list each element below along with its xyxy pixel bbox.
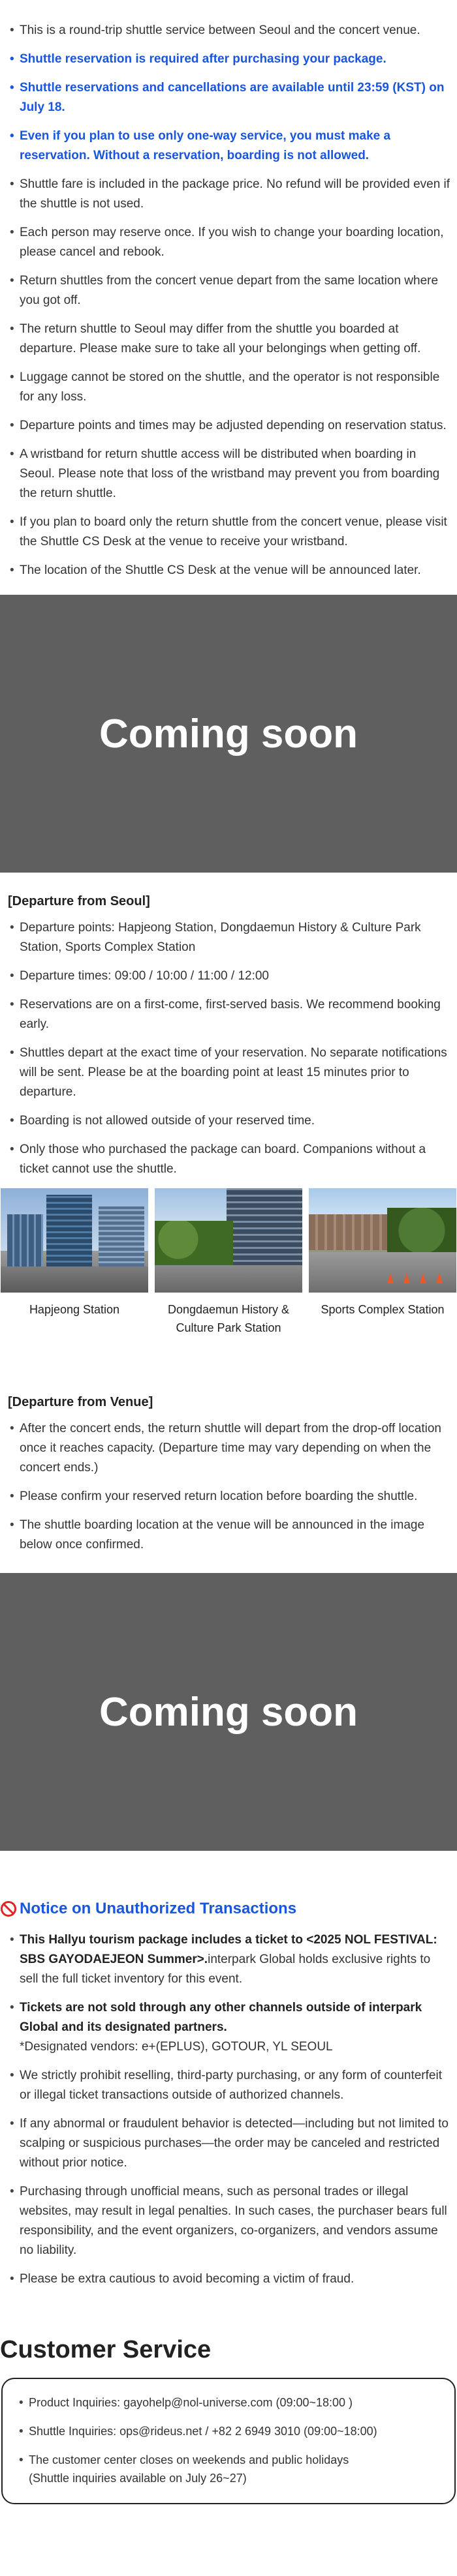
sports-complex-station-photo	[309, 1188, 456, 1293]
coming-soon-placeholder: Coming soon	[0, 1573, 457, 1851]
seoul-departure-list	[7, 918, 450, 1179]
notice-item-strong: This Hallyu tourism package includes a ticket to <2025 NOL FESTIVAL: SBS GAYODAEJEON Summer>.	[20, 1933, 437, 1966]
note-item: • If you plan to board only the return shuttle from the concert venue, please visit the Shuttle CS Desk at the venue to receive your wristband.	[7, 513, 450, 552]
customer-service-section	[0, 2335, 457, 2504]
seoul-item: • Shuttles depart at the exact time of your reservation. No separate notifications will be sent. Please be at the boarding point at least 15 minutes prior to departure.	[7, 1043, 450, 1102]
note-item: • The location of the Shuttle CS Desk at the venue will be announced later.	[7, 561, 450, 580]
cs-item: • The customer center closes on weekends and public holidays (Shuttle inquiries available on July 26~27)	[16, 2451, 441, 2487]
customer-service-list	[16, 2393, 441, 2487]
seoul-item: • Only those who purchased the package can board. Companions without a ticket cannot use the shuttle.	[7, 1140, 450, 1179]
seoul-item: • Boarding is not allowed outside of your reserved time.	[7, 1111, 450, 1131]
notice-item-text: Please be extra cautious to avoid becoming a victim of fraud.	[20, 2272, 355, 2286]
notice-item	[7, 1930, 450, 1989]
notice-item-strong: Tickets are not sold through any other channels outside of interpark Global and its designated partners.	[20, 2001, 422, 2034]
note-item: • The return shuttle to Seoul may differ from the shuttle you boarded at departure. Please make sure to take all your belongings when getting off.	[7, 320, 450, 359]
station-photos	[0, 1188, 457, 1337]
note-item-highlight: • Shuttle reservation is required after purchasing your package.	[7, 50, 450, 69]
station-caption: Sports Complex Station	[321, 1303, 445, 1316]
venue-item: • After the concert ends, the return shuttle will depart from the drop-off location once it reaches capacity. (Departure time may vary depending on when the concert ends.)	[7, 1419, 450, 1478]
dongdaemun-station-photo	[155, 1188, 302, 1293]
notice-item	[7, 2066, 450, 2105]
station-hapjeong	[1, 1188, 148, 1337]
notice-item	[7, 1998, 450, 2057]
notice-heading	[0, 1898, 450, 1920]
notice-item	[7, 2114, 450, 2173]
seoul-item: • Reservations are on a first-come, first-served basis. We recommend booking early.	[7, 995, 450, 1034]
seoul-departure-section	[0, 892, 457, 1179]
station-caption: Dongdaemun History & Culture Park Station	[167, 1303, 290, 1334]
venue-departure-section	[0, 1393, 457, 1555]
note-item: • Shuttle fare is included in the package price. No refund will be provided even if the shuttle is not used.	[7, 175, 450, 214]
customer-service-title: Customer Service	[0, 2336, 212, 2363]
note-item: • This is a round-trip shuttle service between Seoul and the concert venue.	[7, 21, 450, 40]
note-item: • Luggage cannot be stored on the shuttle, and the operator is not responsible for any loss.	[7, 368, 450, 407]
notice-item-text: If any abnormal or fraudulent behavior is detected—including but not limited to scalping or suspicious purchases—the order may be canceled and restricted without prior notice.	[20, 2117, 449, 2170]
notice-item-text: *Designated vendors: e+(EPLUS), GOTOUR, YL SEOUL	[20, 2040, 333, 2054]
notice-item-text: We strictly prohibit reselling, third-party purchasing, or any form of counterfeit or illegal ticket transactions outside of authorized channels.	[20, 2069, 442, 2102]
note-item: • A wristband for return shuttle access will be distributed when boarding in Seoul. Please note that loss of the wristband may prevent you from boarding the return shuttle.	[7, 445, 450, 503]
customer-service-box	[1, 2378, 456, 2504]
note-item: • Return shuttles from the concert venue depart from the same location where you got off.	[7, 271, 450, 310]
station-caption: Hapjeong Station	[29, 1303, 120, 1316]
venue-item: • The shuttle boarding location at the venue will be announced in the image below once confirmed.	[7, 1516, 450, 1555]
note-item-highlight: • Shuttle reservations and cancellations are available until 23:59 (KST) on July 18.	[7, 78, 450, 117]
notice-item-text: interpark Global holds exclusive rights to sell the full ticket inventory for this event.	[20, 1953, 431, 1986]
note-item-highlight: • Even if you plan to use only one-way service, you must make a reservation. Without a reservation, boarding is not allowed.	[7, 127, 450, 166]
notice-item	[7, 2182, 450, 2260]
notice-item	[7, 2269, 450, 2289]
cs-item: • Product Inquiries: gayohelp@nol-universe.com (09:00~18:00 )	[16, 2393, 441, 2412]
venue-item: • Please confirm your reserved return location before boarding the shuttle.	[7, 1487, 450, 1506]
station-sports-complex	[309, 1188, 456, 1337]
hapjeong-station-photo	[1, 1188, 148, 1293]
shuttle-notes	[0, 0, 457, 580]
notice-list	[0, 1930, 450, 2289]
seoul-item: • Departure points: Hapjeong Station, Dongdaemun History & Culture Park Station, Sports Complex Station	[7, 918, 450, 957]
no-entry-icon	[0, 1900, 17, 1917]
coming-soon-placeholder: Coming soon	[0, 595, 457, 873]
seoul-departure-title: [Departure from Seoul]	[8, 894, 150, 908]
notice-section	[0, 1898, 457, 2289]
note-item: • Departure points and times may be adjusted depending on reservation status.	[7, 416, 450, 436]
venue-departure-list	[7, 1419, 450, 1555]
cs-item: • Shuttle Inquiries: ops@rideus.net / +82 2 6949 3010 (09:00~18:00)	[16, 2422, 441, 2440]
seoul-item: • Departure times: 09:00 / 10:00 / 11:00 / 12:00	[7, 966, 450, 986]
station-dongdaemun	[155, 1188, 302, 1337]
venue-departure-title: [Departure from Venue]	[8, 1395, 153, 1409]
notice-title: Notice on Unauthorized Transactions	[20, 1900, 297, 1917]
notice-item-text: Purchasing through unofficial means, such as personal trades or illegal websites, may result in legal penalties. In such cases, the purchaser bears full responsibility, and the event organizers, co-organizers, and vendors assume no liability.	[20, 2185, 447, 2257]
notes-list	[7, 21, 450, 580]
note-item: • Each person may reserve once. If you wish to change your boarding location, please cancel and rebook.	[7, 223, 450, 262]
